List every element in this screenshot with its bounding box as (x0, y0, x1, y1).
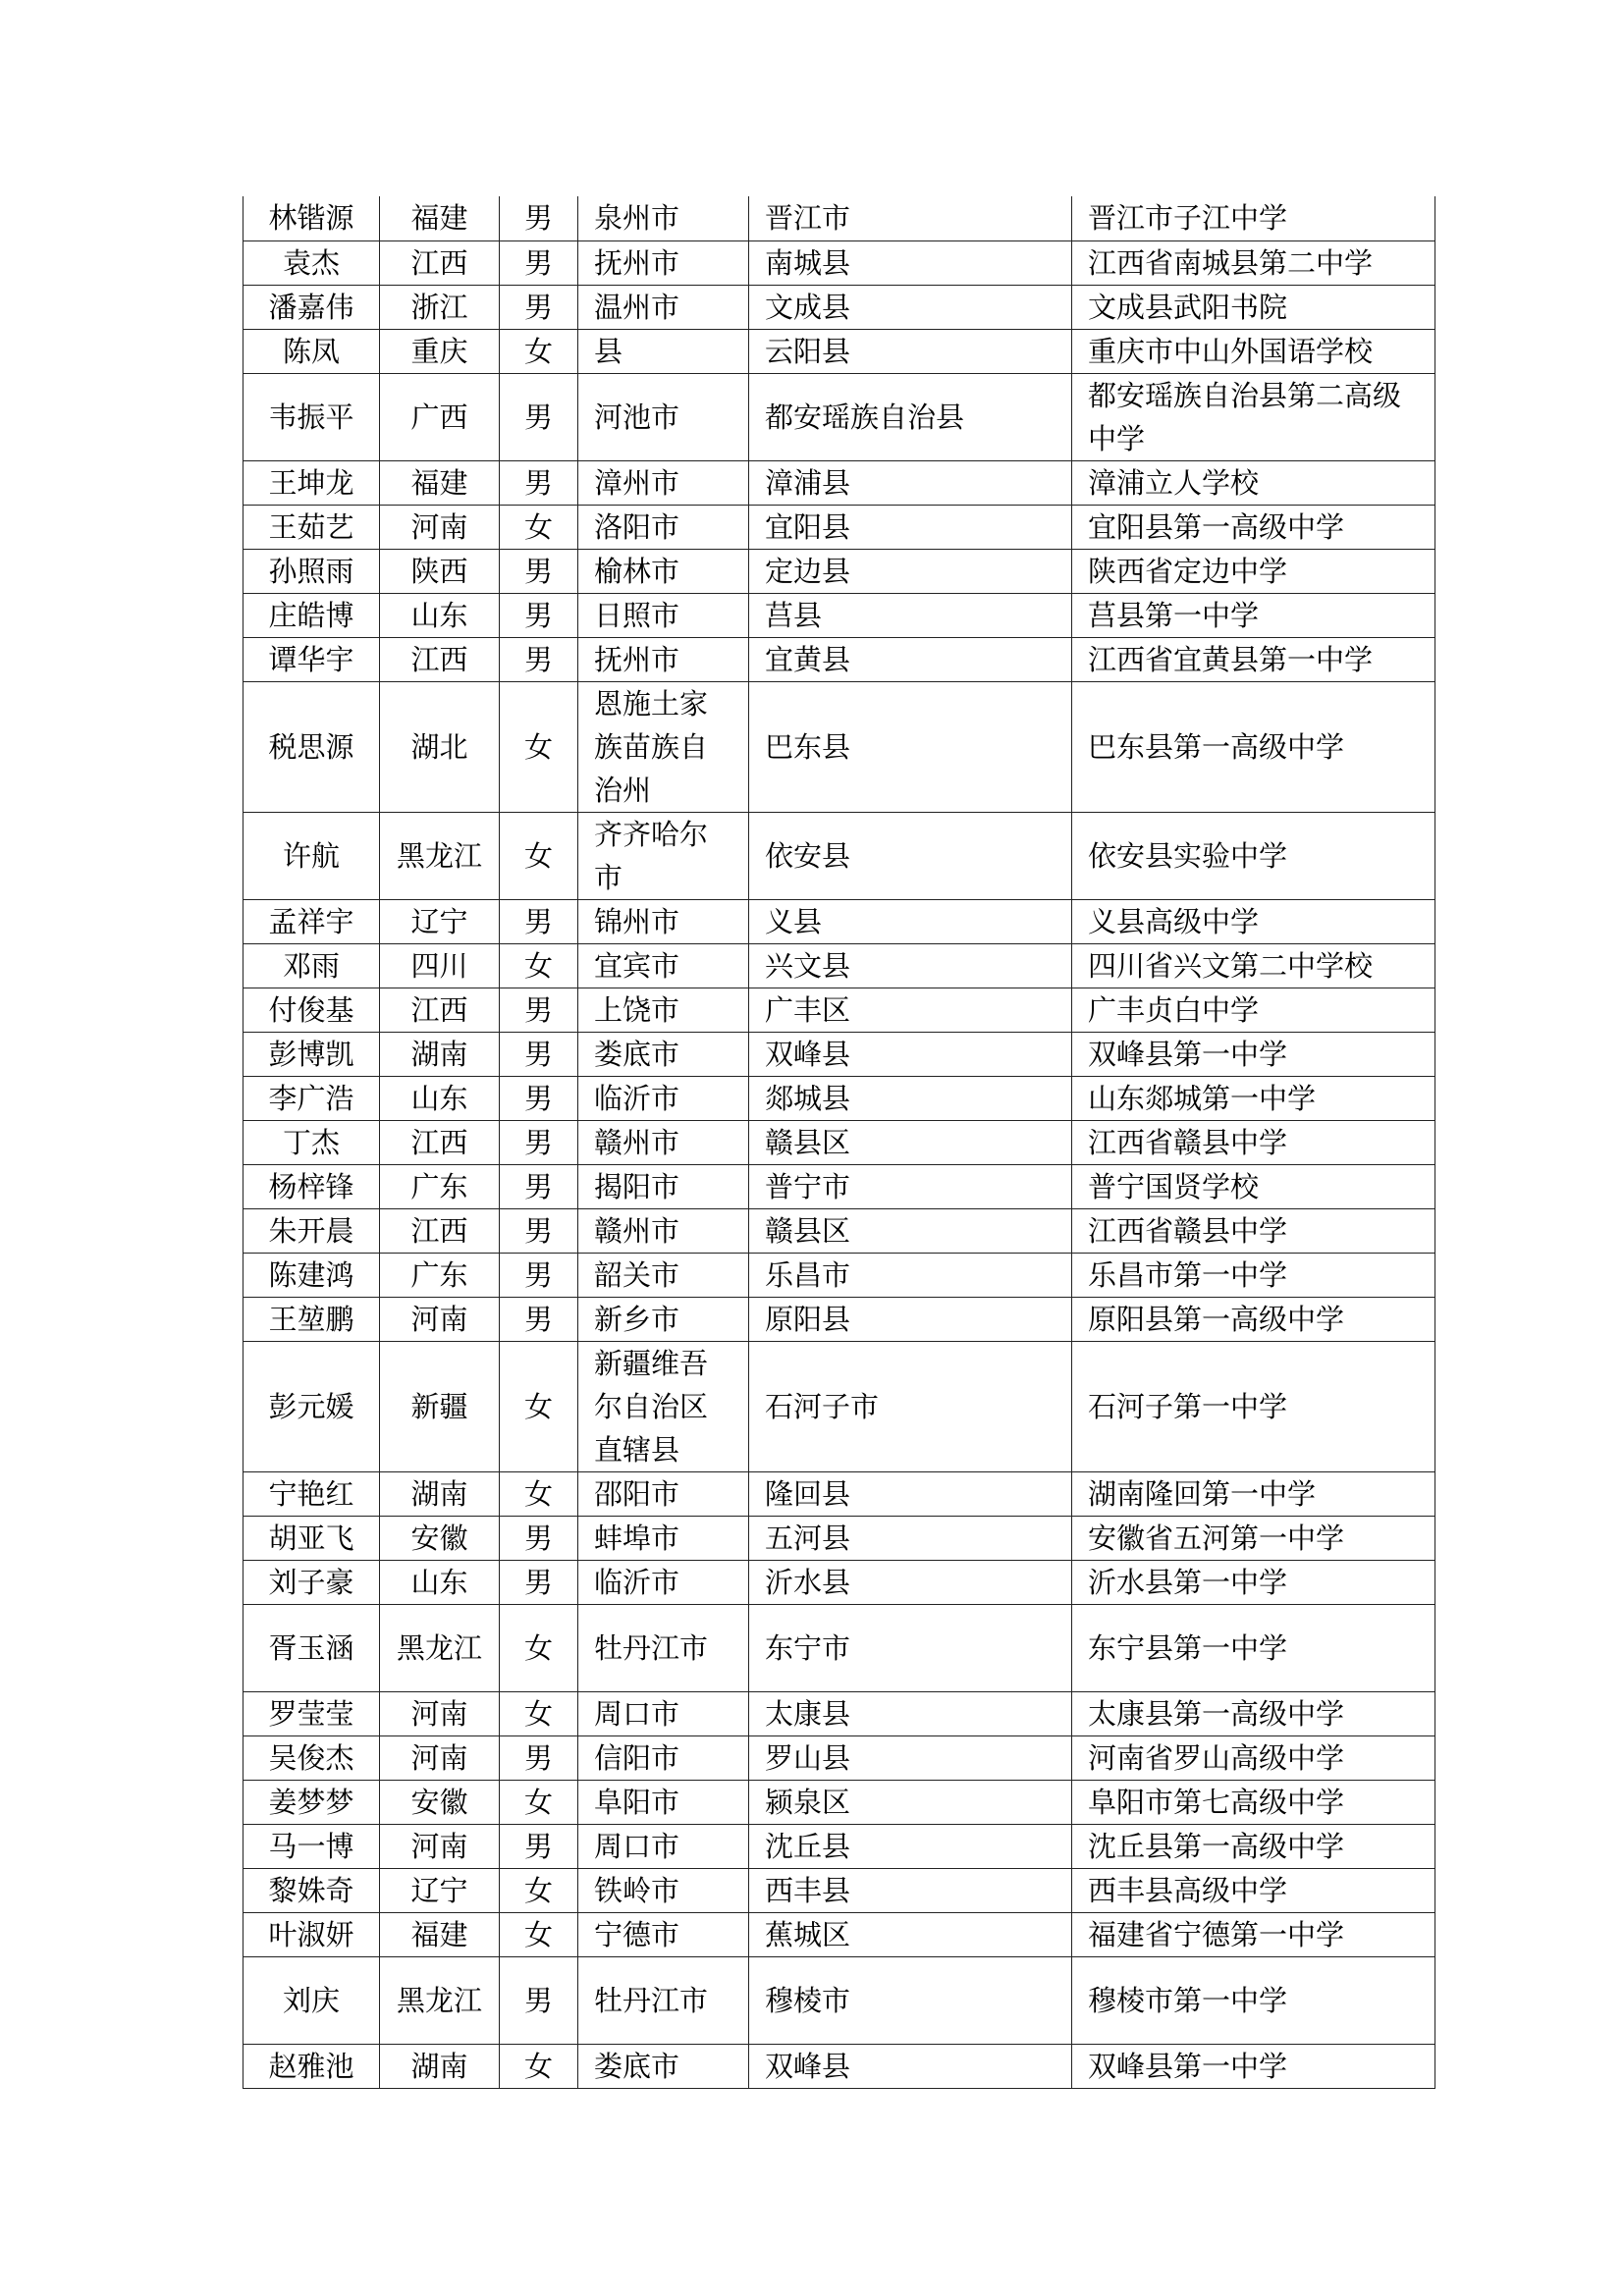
table-row (244, 1912, 1435, 1956)
student-table (243, 196, 1435, 2089)
cell-city: 漳州市 (578, 460, 749, 505)
cell-province: 河南 (380, 1824, 500, 1868)
cell-name: 彭博凯 (244, 1032, 380, 1076)
cell-gender: 女 (500, 1341, 578, 1471)
cell-county: 五河县 (749, 1516, 1072, 1560)
cell-name: 刘子豪 (244, 1560, 380, 1604)
cell-name: 吴俊杰 (244, 1735, 380, 1780)
table-row (244, 460, 1435, 505)
cell-city: 临沂市 (578, 1076, 749, 1120)
cell-school: 晋江市子江中学 (1072, 196, 1435, 240)
cell-province: 湖北 (380, 681, 500, 812)
cell-school: 重庆市中山外国语学校 (1072, 329, 1435, 373)
cell-county: 石河子市 (749, 1341, 1072, 1471)
cell-gender: 女 (500, 1780, 578, 1824)
cell-city: 河池市 (578, 373, 749, 460)
cell-name: 刘庆 (244, 1956, 380, 2044)
cell-province: 河南 (380, 1735, 500, 1780)
cell-gender: 男 (500, 1956, 578, 2044)
table-row (244, 373, 1435, 460)
cell-province: 河南 (380, 1297, 500, 1341)
cell-gender: 女 (500, 329, 578, 373)
cell-county: 原阳县 (749, 1297, 1072, 1341)
cell-school: 依安县实验中学 (1072, 812, 1435, 899)
table-row (244, 681, 1435, 812)
cell-school: 义县高级中学 (1072, 899, 1435, 943)
cell-province: 湖南 (380, 2044, 500, 2088)
cell-gender: 男 (500, 1120, 578, 1164)
cell-province: 辽宁 (380, 899, 500, 943)
cell-city: 抚州市 (578, 240, 749, 285)
table-row (244, 1780, 1435, 1824)
cell-city: 宁德市 (578, 1912, 749, 1956)
cell-city: 娄底市 (578, 1032, 749, 1076)
cell-province: 河南 (380, 505, 500, 549)
cell-city: 上饶市 (578, 988, 749, 1032)
cell-county: 巴东县 (749, 681, 1072, 812)
cell-province: 福建 (380, 1912, 500, 1956)
cell-gender: 女 (500, 1604, 578, 1691)
cell-city: 日照市 (578, 593, 749, 637)
cell-county: 漳浦县 (749, 460, 1072, 505)
table-row (244, 285, 1435, 329)
cell-school: 湖南隆回第一中学 (1072, 1471, 1435, 1516)
cell-school: 四川省兴文第二中学校 (1072, 943, 1435, 988)
cell-name: 付俊基 (244, 988, 380, 1032)
table-row (244, 1341, 1435, 1471)
table-row (244, 1735, 1435, 1780)
cell-gender: 女 (500, 812, 578, 899)
cell-province: 山东 (380, 1560, 500, 1604)
cell-county: 宜阳县 (749, 505, 1072, 549)
cell-gender: 男 (500, 1824, 578, 1868)
cell-gender: 女 (500, 943, 578, 988)
cell-province: 新疆 (380, 1341, 500, 1471)
cell-province: 四川 (380, 943, 500, 988)
cell-school: 原阳县第一高级中学 (1072, 1297, 1435, 1341)
cell-school: 太康县第一高级中学 (1072, 1691, 1435, 1735)
cell-name: 王茹艺 (244, 505, 380, 549)
table-row (244, 988, 1435, 1032)
table-row (244, 1297, 1435, 1341)
cell-name: 税思源 (244, 681, 380, 812)
cell-name: 潘嘉伟 (244, 285, 380, 329)
table-row (244, 1164, 1435, 1208)
cell-gender: 男 (500, 1253, 578, 1297)
cell-gender: 男 (500, 593, 578, 637)
cell-province: 山东 (380, 1076, 500, 1120)
cell-province: 福建 (380, 196, 500, 240)
cell-school: 安徽省五河第一中学 (1072, 1516, 1435, 1560)
cell-province: 广东 (380, 1253, 500, 1297)
cell-county: 穆棱市 (749, 1956, 1072, 2044)
cell-county: 云阳县 (749, 329, 1072, 373)
cell-city: 娄底市 (578, 2044, 749, 2088)
cell-county: 宜黄县 (749, 637, 1072, 681)
cell-gender: 女 (500, 1691, 578, 1735)
cell-city: 锦州市 (578, 899, 749, 943)
cell-province: 黑龙江 (380, 812, 500, 899)
table-row (244, 549, 1435, 593)
table-row (244, 329, 1435, 373)
cell-province: 浙江 (380, 285, 500, 329)
cell-name: 孟祥宇 (244, 899, 380, 943)
cell-province: 江西 (380, 637, 500, 681)
cell-gender: 男 (500, 1032, 578, 1076)
table-row (244, 1471, 1435, 1516)
cell-county: 兴文县 (749, 943, 1072, 988)
cell-gender: 男 (500, 1076, 578, 1120)
table-row (244, 1032, 1435, 1076)
cell-name: 庄皓博 (244, 593, 380, 637)
table-row (244, 1560, 1435, 1604)
cell-province: 辽宁 (380, 1868, 500, 1912)
cell-gender: 女 (500, 505, 578, 549)
cell-school: 西丰县高级中学 (1072, 1868, 1435, 1912)
cell-county: 隆回县 (749, 1471, 1072, 1516)
cell-school: 江西省宜黄县第一中学 (1072, 637, 1435, 681)
cell-province: 黑龙江 (380, 1604, 500, 1691)
cell-province: 安徽 (380, 1516, 500, 1560)
cell-school: 双峰县第一中学 (1072, 2044, 1435, 2088)
table-body (244, 196, 1435, 2088)
table-row (244, 1120, 1435, 1164)
cell-school: 山东郯城第一中学 (1072, 1076, 1435, 1120)
cell-gender: 女 (500, 1912, 578, 1956)
cell-gender: 男 (500, 1735, 578, 1780)
cell-city: 周口市 (578, 1824, 749, 1868)
cell-school: 穆棱市第一中学 (1072, 1956, 1435, 2044)
cell-county: 颍泉区 (749, 1780, 1072, 1824)
cell-school: 陕西省定边中学 (1072, 549, 1435, 593)
cell-province: 陕西 (380, 549, 500, 593)
table-row (244, 943, 1435, 988)
cell-county: 赣县区 (749, 1120, 1072, 1164)
cell-name: 韦振平 (244, 373, 380, 460)
cell-county: 文成县 (749, 285, 1072, 329)
cell-province: 江西 (380, 1120, 500, 1164)
cell-name: 许航 (244, 812, 380, 899)
cell-gender: 男 (500, 196, 578, 240)
cell-province: 江西 (380, 988, 500, 1032)
cell-name: 孙照雨 (244, 549, 380, 593)
cell-city: 牡丹江市 (578, 1604, 749, 1691)
cell-school: 双峰县第一中学 (1072, 1032, 1435, 1076)
cell-province: 湖南 (380, 1032, 500, 1076)
cell-name: 朱开晨 (244, 1208, 380, 1253)
cell-city: 临沂市 (578, 1560, 749, 1604)
cell-county: 蕉城区 (749, 1912, 1072, 1956)
cell-gender: 男 (500, 1297, 578, 1341)
cell-gender: 男 (500, 988, 578, 1032)
cell-gender: 男 (500, 460, 578, 505)
cell-city: 宜宾市 (578, 943, 749, 988)
cell-county: 东宁市 (749, 1604, 1072, 1691)
cell-school: 巴东县第一高级中学 (1072, 681, 1435, 812)
cell-gender: 男 (500, 1516, 578, 1560)
cell-name: 胥玉涵 (244, 1604, 380, 1691)
cell-county: 义县 (749, 899, 1072, 943)
cell-province: 广西 (380, 373, 500, 460)
cell-gender: 男 (500, 1164, 578, 1208)
cell-name: 邓雨 (244, 943, 380, 988)
cell-province: 黑龙江 (380, 1956, 500, 2044)
cell-province: 河南 (380, 1691, 500, 1735)
cell-name: 彭元媛 (244, 1341, 380, 1471)
cell-province: 重庆 (380, 329, 500, 373)
cell-school: 江西省赣县中学 (1072, 1120, 1435, 1164)
cell-county: 沈丘县 (749, 1824, 1072, 1868)
cell-school: 江西省赣县中学 (1072, 1208, 1435, 1253)
cell-gender: 男 (500, 373, 578, 460)
table-row (244, 593, 1435, 637)
cell-gender: 男 (500, 1560, 578, 1604)
cell-school: 河南省罗山高级中学 (1072, 1735, 1435, 1780)
cell-city: 榆林市 (578, 549, 749, 593)
cell-province: 安徽 (380, 1780, 500, 1824)
cell-gender: 男 (500, 637, 578, 681)
cell-school: 东宁县第一中学 (1072, 1604, 1435, 1691)
cell-school: 江西省南城县第二中学 (1072, 240, 1435, 285)
cell-name: 胡亚飞 (244, 1516, 380, 1560)
table-row (244, 899, 1435, 943)
cell-school: 普宁国贤学校 (1072, 1164, 1435, 1208)
cell-school: 福建省宁德第一中学 (1072, 1912, 1435, 1956)
table-row (244, 1956, 1435, 2044)
cell-city: 县 (578, 329, 749, 373)
table-row (244, 812, 1435, 899)
cell-name: 杨梓锋 (244, 1164, 380, 1208)
cell-name: 林锴源 (244, 196, 380, 240)
table-row (244, 2044, 1435, 2088)
cell-city: 抚州市 (578, 637, 749, 681)
cell-school: 阜阳市第七高级中学 (1072, 1780, 1435, 1824)
cell-name: 王坤龙 (244, 460, 380, 505)
table-row (244, 505, 1435, 549)
cell-name: 赵雅池 (244, 2044, 380, 2088)
table-row (244, 1868, 1435, 1912)
cell-name: 叶淑妍 (244, 1912, 380, 1956)
cell-province: 福建 (380, 460, 500, 505)
cell-school: 石河子第一中学 (1072, 1341, 1435, 1471)
table-row (244, 1076, 1435, 1120)
cell-name: 谭华宇 (244, 637, 380, 681)
cell-gender: 男 (500, 240, 578, 285)
cell-name: 罗莹莹 (244, 1691, 380, 1735)
cell-county: 太康县 (749, 1691, 1072, 1735)
cell-city: 信阳市 (578, 1735, 749, 1780)
cell-county: 都安瑶族自治县 (749, 373, 1072, 460)
cell-county: 莒县 (749, 593, 1072, 637)
cell-name: 陈建鸿 (244, 1253, 380, 1297)
cell-city: 新乡市 (578, 1297, 749, 1341)
cell-name: 宁艳红 (244, 1471, 380, 1516)
cell-county: 罗山县 (749, 1735, 1072, 1780)
table-row (244, 1253, 1435, 1297)
cell-gender: 女 (500, 1868, 578, 1912)
cell-name: 姜梦梦 (244, 1780, 380, 1824)
cell-name: 黎姝奇 (244, 1868, 380, 1912)
cell-county: 双峰县 (749, 1032, 1072, 1076)
cell-county: 广丰区 (749, 988, 1072, 1032)
cell-city: 温州市 (578, 285, 749, 329)
cell-county: 依安县 (749, 812, 1072, 899)
cell-name: 王堃鹏 (244, 1297, 380, 1341)
cell-county: 双峰县 (749, 2044, 1072, 2088)
cell-city: 恩施土家族苗族自治州 (578, 681, 749, 812)
table-row (244, 196, 1435, 240)
table-row (244, 1516, 1435, 1560)
table-row (244, 637, 1435, 681)
cell-province: 山东 (380, 593, 500, 637)
cell-county: 晋江市 (749, 196, 1072, 240)
cell-school: 都安瑶族自治县第二高级中学 (1072, 373, 1435, 460)
cell-name: 丁杰 (244, 1120, 380, 1164)
cell-city: 赣州市 (578, 1208, 749, 1253)
cell-city: 铁岭市 (578, 1868, 749, 1912)
cell-school: 文成县武阳书院 (1072, 285, 1435, 329)
cell-city: 周口市 (578, 1691, 749, 1735)
table-row (244, 1604, 1435, 1691)
cell-province: 江西 (380, 1208, 500, 1253)
cell-school: 沂水县第一中学 (1072, 1560, 1435, 1604)
cell-gender: 女 (500, 1471, 578, 1516)
cell-province: 湖南 (380, 1471, 500, 1516)
cell-province: 广东 (380, 1164, 500, 1208)
cell-city: 齐齐哈尔市 (578, 812, 749, 899)
cell-city: 牡丹江市 (578, 1956, 749, 2044)
cell-city: 邵阳市 (578, 1471, 749, 1516)
cell-city: 揭阳市 (578, 1164, 749, 1208)
cell-county: 定边县 (749, 549, 1072, 593)
cell-county: 郯城县 (749, 1076, 1072, 1120)
cell-school: 宜阳县第一高级中学 (1072, 505, 1435, 549)
cell-city: 洛阳市 (578, 505, 749, 549)
cell-city: 泉州市 (578, 196, 749, 240)
cell-city: 蚌埠市 (578, 1516, 749, 1560)
table-row (244, 1824, 1435, 1868)
cell-school: 漳浦立人学校 (1072, 460, 1435, 505)
cell-gender: 男 (500, 549, 578, 593)
cell-city: 赣州市 (578, 1120, 749, 1164)
table-row (244, 240, 1435, 285)
cell-gender: 女 (500, 2044, 578, 2088)
cell-school: 沈丘县第一高级中学 (1072, 1824, 1435, 1868)
cell-county: 普宁市 (749, 1164, 1072, 1208)
cell-county: 乐昌市 (749, 1253, 1072, 1297)
cell-city: 阜阳市 (578, 1780, 749, 1824)
table-row (244, 1208, 1435, 1253)
cell-county: 南城县 (749, 240, 1072, 285)
cell-province: 江西 (380, 240, 500, 285)
cell-gender: 男 (500, 899, 578, 943)
cell-name: 陈凤 (244, 329, 380, 373)
cell-city: 韶关市 (578, 1253, 749, 1297)
cell-county: 沂水县 (749, 1560, 1072, 1604)
table-row (244, 1691, 1435, 1735)
cell-name: 李广浩 (244, 1076, 380, 1120)
cell-name: 马一博 (244, 1824, 380, 1868)
cell-name: 袁杰 (244, 240, 380, 285)
cell-school: 广丰贞白中学 (1072, 988, 1435, 1032)
cell-school: 莒县第一中学 (1072, 593, 1435, 637)
cell-county: 赣县区 (749, 1208, 1072, 1253)
cell-school: 乐昌市第一中学 (1072, 1253, 1435, 1297)
cell-gender: 男 (500, 1208, 578, 1253)
cell-gender: 男 (500, 285, 578, 329)
cell-county: 西丰县 (749, 1868, 1072, 1912)
cell-gender: 女 (500, 681, 578, 812)
cell-city: 新疆维吾尔自治区直辖县 (578, 1341, 749, 1471)
